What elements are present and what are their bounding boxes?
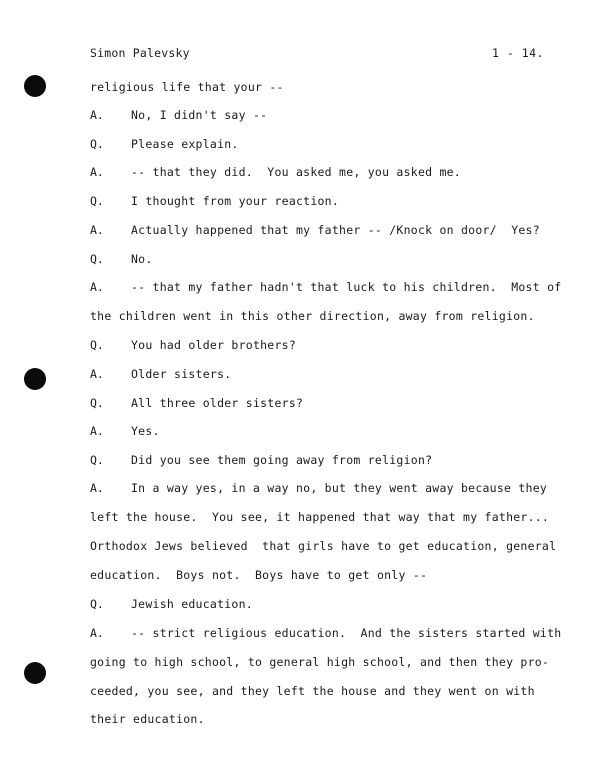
transcript-line: All three older sisters? bbox=[131, 396, 304, 410]
binder-hole-middle bbox=[24, 368, 46, 390]
transcript-line: In a way yes, in a way no, but they went away because they bbox=[131, 481, 548, 495]
transcript-line: -- that my father hadn't that luck to his children. Most of bbox=[131, 280, 562, 294]
speaker-label: A. bbox=[90, 165, 104, 179]
transcript-line: I thought from your reaction. bbox=[131, 194, 340, 208]
speaker-label: A. bbox=[90, 280, 104, 294]
speaker-label: Q. bbox=[90, 396, 104, 410]
transcript-line: Did you see them going away from religion? bbox=[131, 453, 433, 467]
speaker-label: A. bbox=[90, 626, 104, 640]
transcript-line: You had older brothers? bbox=[131, 338, 296, 352]
transcript-line: -- that they did. You asked me, you asked me. bbox=[131, 165, 461, 179]
transcript-line: Orthodox Jews believed that girls have to get education, general bbox=[90, 539, 557, 553]
binder-hole-bottom bbox=[24, 662, 46, 684]
transcript-line: religious life that your -- bbox=[90, 80, 284, 94]
transcript-line: Yes. bbox=[131, 424, 160, 438]
transcript-line: No. bbox=[131, 252, 153, 266]
speaker-label: A. bbox=[90, 424, 104, 438]
binder-hole-top bbox=[24, 75, 46, 97]
speaker-label: Q. bbox=[90, 597, 104, 611]
speaker-label: Q. bbox=[90, 252, 104, 266]
transcript-line: Please explain. bbox=[131, 137, 239, 151]
page-number: 1 - 14. bbox=[492, 46, 544, 60]
speaker-label: Q. bbox=[90, 194, 104, 208]
speaker-label: Q. bbox=[90, 453, 104, 467]
speaker-label: A. bbox=[90, 108, 104, 122]
transcript-line: Older sisters. bbox=[131, 367, 232, 381]
interviewee-name: Simon Palevsky bbox=[90, 46, 190, 60]
transcript-line: left the house. You see, it happened that way that my father... bbox=[90, 510, 550, 524]
transcript-line: Actually happened that my father -- /Knock on door/ Yes? bbox=[131, 223, 540, 237]
transcript-line: going to high school, to general high school, and then they pro- bbox=[90, 655, 550, 669]
transcript-line: their education. bbox=[90, 712, 205, 726]
transcript-line: the children went in this other direction, away from religion. bbox=[90, 309, 535, 323]
transcript-line: Jewish education. bbox=[131, 597, 253, 611]
transcript-line: No, I didn't say -- bbox=[131, 108, 268, 122]
transcript-line: -- strict religious education. And the sisters started with bbox=[131, 626, 562, 640]
speaker-label: Q. bbox=[90, 137, 104, 151]
speaker-label: Q. bbox=[90, 338, 104, 352]
transcript-line: ceeded, you see, and they left the house and they went on with bbox=[90, 684, 535, 698]
transcript-line: education. Boys not. Boys have to get only -- bbox=[90, 568, 428, 582]
speaker-label: A. bbox=[90, 481, 104, 495]
speaker-label: A. bbox=[90, 223, 104, 237]
speaker-label: A. bbox=[90, 367, 104, 381]
